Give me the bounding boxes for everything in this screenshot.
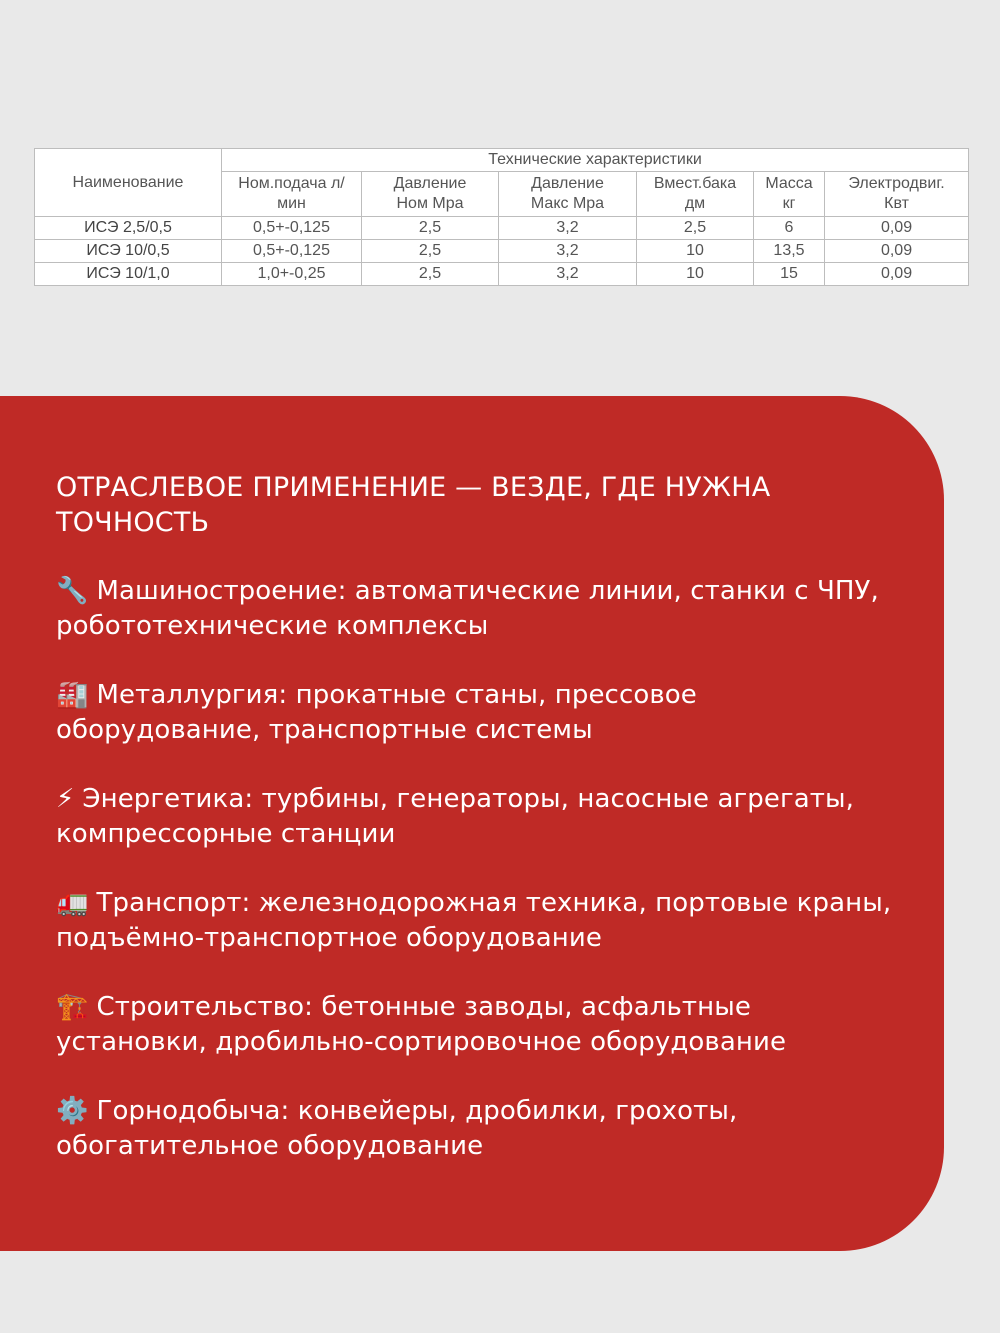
table-cell: ИСЭ 10/0,5 xyxy=(35,240,222,263)
table-cell: 2,5 xyxy=(362,240,499,263)
industry-list xyxy=(56,574,896,1198)
industry-text: Машиностроение: автоматические линии, станки с ЧПУ, робототехнические комплексы xyxy=(56,576,879,641)
crane-icon: 🏗️ xyxy=(56,992,89,1022)
list-item xyxy=(56,1094,896,1164)
table-cell: 2,5 xyxy=(362,217,499,240)
wrench-icon: 🔧 xyxy=(56,576,89,606)
table-cell: 0,5+-0,125 xyxy=(222,240,362,263)
table-cell: 15 xyxy=(754,263,825,286)
industry-text: Металлургия: прокатные станы, прессовое оборудование, транспортные системы xyxy=(56,680,697,745)
header-motor-power: Электродвиг. Квт xyxy=(825,172,969,217)
list-item xyxy=(56,886,896,956)
factory-icon: 🏭 xyxy=(56,680,89,710)
table-cell: 0,09 xyxy=(825,263,969,286)
header-mass: Масса кг xyxy=(754,172,825,217)
table-cell: 2,5 xyxy=(362,263,499,286)
industry-text: Строительство: бетонные заводы, асфальтные установки, дробильно-сортировочное оборудование xyxy=(56,992,787,1057)
list-item xyxy=(56,990,896,1060)
list-item xyxy=(56,574,896,644)
table-cell: 10 xyxy=(637,263,754,286)
table-row xyxy=(35,217,969,240)
table-cell: ИСЭ 10/1,0 xyxy=(35,263,222,286)
table-cell: 0,5+-0,125 xyxy=(222,217,362,240)
table-cell: 3,2 xyxy=(499,263,637,286)
spec-table xyxy=(34,148,969,286)
table-cell: 0,09 xyxy=(825,217,969,240)
header-name: Наименование xyxy=(35,149,222,217)
industry-panel xyxy=(0,396,944,1251)
table-cell: ИСЭ 2,5/0,5 xyxy=(35,217,222,240)
table-cell: 10 xyxy=(637,240,754,263)
table-cell: 0,09 xyxy=(825,240,969,263)
table-row xyxy=(35,240,969,263)
list-item xyxy=(56,678,896,748)
table-cell: 13,5 xyxy=(754,240,825,263)
header-nominal-pressure: Давление Ном Мра xyxy=(362,172,499,217)
list-item xyxy=(56,782,896,852)
table-cell: 6 xyxy=(754,217,825,240)
industry-text: Транспорт: железнодорожная техника, портовые краны, подъёмно-транспортное оборудование xyxy=(56,888,892,953)
table-row xyxy=(35,263,969,286)
table-cell: 3,2 xyxy=(499,240,637,263)
header-tank-volume: Вмест.бака дм xyxy=(637,172,754,217)
table-cell: 3,2 xyxy=(499,217,637,240)
panel-title: ОТРАСЛЕВОЕ ПРИМЕНЕНИЕ — ВЕЗДЕ, ГДЕ НУЖНА ТОЧНОСТЬ xyxy=(56,472,771,538)
lightning-icon: ⚡ xyxy=(56,784,75,814)
gear-icon: ⚙️ xyxy=(56,1096,89,1126)
truck-icon: 🚛 xyxy=(56,888,89,918)
table-cell: 2,5 xyxy=(637,217,754,240)
header-max-pressure: Давление Макс Мра xyxy=(499,172,637,217)
header-flow: Ном.подача л/ мин xyxy=(222,172,362,217)
industry-text: Горнодобыча: конвейеры, дробилки, грохоты, обогатительное оборудование xyxy=(56,1096,738,1161)
table-cell: 1,0+-0,25 xyxy=(222,263,362,286)
header-group: Технические характеристики xyxy=(222,149,969,172)
industry-text: Энергетика: турбины, генераторы, насосные агрегаты, компрессорные станции xyxy=(56,784,855,849)
